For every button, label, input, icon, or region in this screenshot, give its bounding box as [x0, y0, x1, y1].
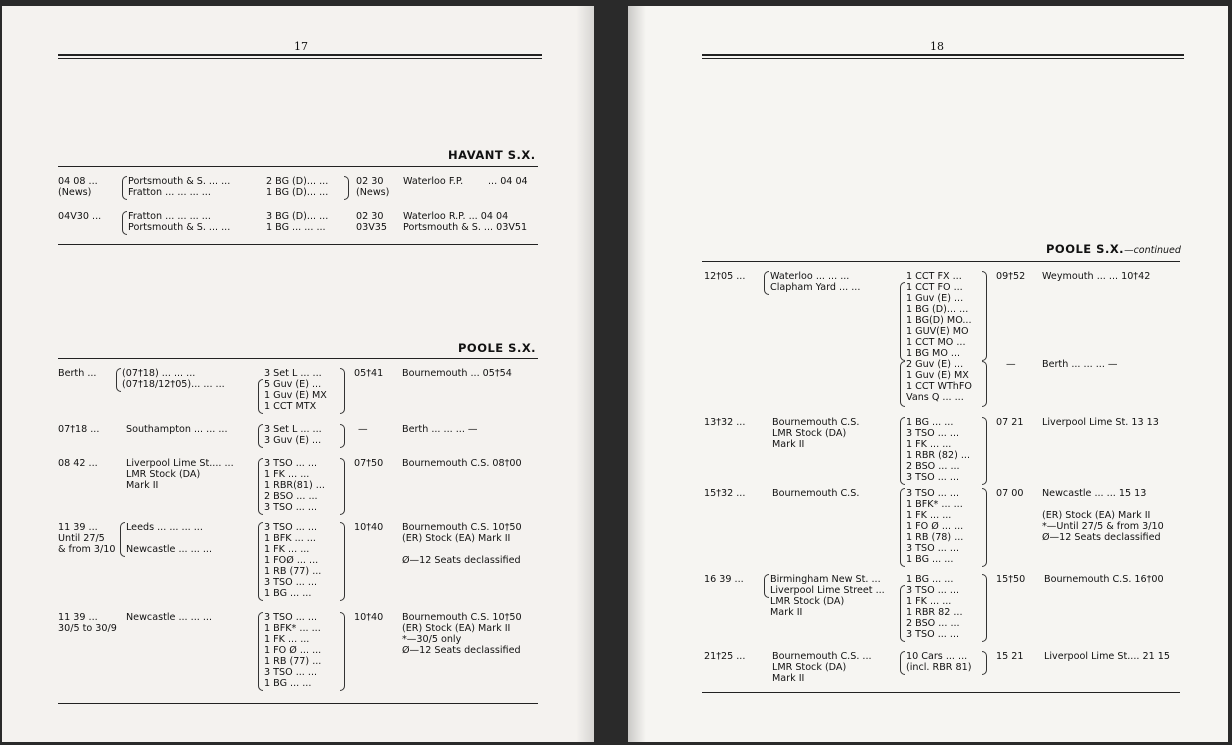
- formation-line: 1 FO Ø ... ...: [906, 521, 964, 532]
- arrival-time: 09†52: [996, 271, 1026, 282]
- formation-line: 10 Cars ... ...: [906, 651, 968, 662]
- brace: [258, 424, 263, 448]
- arrival-time: 03V35: [356, 222, 387, 233]
- formation-line: 1 FK ... ...: [906, 510, 952, 521]
- formation-line: 3 Guv (E) ...: [264, 435, 322, 446]
- section-rule: [58, 244, 538, 245]
- destination: Liverpool Lime St.... 21 15: [1044, 651, 1170, 662]
- formation-line: 1 BG(D) MO...: [906, 315, 972, 326]
- arrival-time: 07 00: [996, 488, 1024, 499]
- formation-line: 1 RBR (82) ...: [906, 450, 971, 461]
- destination: Portsmouth & S. ... 03V51: [403, 222, 528, 233]
- destination: Berth ... ... ... —: [1042, 359, 1118, 370]
- formation-line: 1 FK ... ...: [906, 596, 952, 607]
- destination: Bournemouth C.S. 10†50: [402, 612, 522, 623]
- formation-line: 1 RB (77) ...: [264, 656, 322, 667]
- arrival-time: 02 30: [356, 211, 384, 222]
- section-rule: [58, 166, 538, 167]
- origin: Mark II: [126, 480, 159, 491]
- formation-line: 3 Set L ... ...: [264, 368, 322, 379]
- formation-line: 3 BG (D)... ...: [266, 211, 329, 222]
- origin: LMR Stock (DA): [772, 428, 847, 439]
- section-title: POOLE S.X.: [458, 341, 537, 355]
- origin: Leeds ... ... ... ...: [126, 522, 203, 533]
- formation-line: 3 TSO ... ...: [264, 612, 318, 623]
- header-rule: [58, 58, 542, 59]
- formation-line: 2 BSO ... ...: [906, 461, 960, 472]
- origin: Mark II: [772, 673, 805, 684]
- depart-time: 15†32 ...: [704, 488, 746, 499]
- depart-time: 08 42 ...: [58, 458, 98, 469]
- note: *—Until 27/5 & from 3/10: [1042, 521, 1164, 532]
- destination: Bournemouth ... 05†54: [402, 368, 512, 379]
- right-page: [628, 6, 1228, 742]
- section-title-text: POOLE S.X.: [1046, 242, 1125, 256]
- brace: [982, 651, 987, 675]
- formation-line: 3 TSO ... ...: [906, 472, 960, 483]
- depart-time: 13†32 ...: [704, 417, 746, 428]
- brace: [340, 522, 345, 601]
- brace: [900, 361, 905, 407]
- depart-time: 04V30 ...: [58, 211, 102, 222]
- formation-line: 1 GUV(E) MO: [906, 326, 969, 337]
- destination: Waterloo R.P. ... 04 04: [403, 211, 509, 222]
- formation-line: 1 FK ... ...: [264, 469, 310, 480]
- origin: Portsmouth & S. ... ...: [128, 176, 231, 187]
- brace: [982, 361, 987, 407]
- formation-line: 2 Guv (E) ...: [906, 359, 964, 370]
- brace: [258, 612, 263, 691]
- formation-line: 1 BG ... ...: [906, 554, 954, 565]
- brace: [122, 211, 127, 235]
- origin: Mark II: [772, 439, 805, 450]
- formation-line: 3 TSO ... ...: [264, 502, 318, 513]
- formation-line: 1 FK ... ...: [264, 544, 310, 555]
- destination: Newcastle ... ... 15 13: [1042, 488, 1147, 499]
- formation-line: 1 BG ... ... ...: [266, 222, 326, 233]
- origin: Bournemouth C.S.: [772, 417, 860, 428]
- brace: [982, 271, 987, 361]
- origin: Mark II: [770, 607, 803, 618]
- formation-line: 1 FO Ø ... ...: [264, 645, 322, 656]
- header-rule: [702, 54, 1184, 56]
- origin: Newcastle ... ... ...: [126, 612, 213, 623]
- depart-time: 11 39 ...: [58, 612, 98, 623]
- origin: Clapham Yard ... ...: [770, 282, 861, 293]
- formation-line: 3 TSO ... ...: [906, 543, 960, 554]
- formation-line: 1 Guv (E) MX: [906, 370, 969, 381]
- gutter-shadow: [576, 6, 594, 742]
- arrival-note: (News): [356, 187, 390, 198]
- origin: [126, 533, 212, 544]
- brace: [340, 424, 345, 448]
- depart-note: 30/5 to 30/9: [58, 623, 117, 634]
- destination: Bournemouth C.S. 10†50: [402, 522, 522, 533]
- formation-line: 3 TSO ... ...: [906, 629, 960, 640]
- formation-line: 1 FK ... ...: [906, 439, 952, 450]
- formation-line: 1 BG ... ...: [264, 678, 312, 689]
- note: Ø—12 Seats declassified: [1042, 532, 1161, 543]
- brace: [344, 176, 349, 200]
- brace: [258, 458, 263, 515]
- formation-line: 3 TSO ... ...: [264, 522, 318, 533]
- destination: Berth ... ... ... —: [402, 424, 478, 435]
- continued-label: —continued: [1124, 245, 1181, 256]
- origin: Waterloo ... ... ...: [770, 271, 850, 282]
- note: *—30/5 only: [402, 634, 462, 645]
- arrival-time: 02 30: [356, 176, 384, 187]
- section-title: HAVANT S.X.: [448, 148, 536, 162]
- brace: [982, 488, 987, 567]
- brace: [900, 488, 905, 567]
- origin: Newcastle ... ... ...: [126, 544, 213, 555]
- arrival-time: 07 21: [996, 417, 1024, 428]
- formation-line: 1 Guv (E) ...: [906, 293, 964, 304]
- brace: [764, 574, 769, 598]
- footer-rule: [58, 703, 538, 704]
- formation-line: 1 Guv (E) MX: [264, 390, 327, 401]
- arrival-time: 10†40: [354, 612, 384, 623]
- note: Ø—12 Seats declassified: [402, 645, 521, 656]
- page-number: 18: [930, 40, 944, 53]
- brace: [122, 176, 127, 200]
- footer-rule: [702, 692, 1180, 693]
- formation-line: 1 BFK* ... ...: [264, 623, 321, 634]
- formation-line: 5 Guv (E) ...: [264, 379, 322, 390]
- section-rule: [58, 358, 538, 359]
- arrival-time: 15 21: [996, 651, 1024, 662]
- destination: Liverpool Lime St. 13 13: [1042, 417, 1159, 428]
- brace: [258, 379, 263, 414]
- brace: [258, 522, 263, 601]
- formation-line: (incl. RBR 81): [906, 662, 972, 673]
- brace: [116, 368, 121, 392]
- arrival-time: 15†50: [996, 574, 1026, 585]
- origin: (07†18/12†05)... ... ...: [122, 379, 225, 390]
- spacer: [1042, 499, 1164, 510]
- brace: [340, 612, 345, 691]
- formation-line: 3 TSO ... ...: [906, 585, 960, 596]
- brace: [764, 271, 769, 295]
- brace: [900, 585, 905, 642]
- brace: [900, 282, 905, 361]
- origin: Fratton ... ... ... ...: [128, 187, 211, 198]
- origin: LMR Stock (DA): [126, 469, 201, 480]
- depart-note: (News): [58, 187, 92, 198]
- depart-note: & from 3/10: [58, 544, 116, 555]
- section-rule: [702, 261, 1180, 262]
- depart-time: 07†18 ...: [58, 424, 100, 435]
- origin: Portsmouth & S. ... ...: [128, 222, 231, 233]
- brace: [340, 368, 345, 414]
- note: [402, 544, 522, 555]
- formation-line: 3 TSO ... ...: [264, 577, 318, 588]
- formation-line: 2 BSO ... ...: [264, 491, 318, 502]
- formation-line: 1 CCT WThFO: [906, 381, 972, 392]
- origin: Liverpool Lime Street ...: [770, 585, 885, 596]
- depart-time: 12†05 ...: [704, 271, 746, 282]
- depart-time: 11 39 ...: [58, 522, 98, 533]
- depart-time: 21†25 ...: [704, 651, 746, 662]
- origin: (07†18) ... ... ...: [122, 368, 196, 379]
- section-title: [1046, 242, 1181, 256]
- origin: Bournemouth C.S. ...: [772, 651, 872, 662]
- formation-line: 1 BG (D)... ...: [906, 304, 969, 315]
- formation-line: 3 TSO ... ...: [264, 667, 318, 678]
- arrival-time: —: [1006, 359, 1016, 370]
- stock-note: (ER) Stock (EA) Mark II: [1042, 510, 1151, 521]
- arrival-time: —: [358, 424, 368, 435]
- origin: LMR Stock (DA): [772, 662, 847, 673]
- formation-line: 1 CCT FO ...: [906, 282, 963, 293]
- formation-line: 3 TSO ... ...: [906, 428, 960, 439]
- origin: LMR Stock (DA): [770, 596, 845, 607]
- formation-line: 1 BG ... ...: [906, 417, 954, 428]
- header-rule: [702, 58, 1184, 59]
- depart-time: 04 08 ...: [58, 176, 98, 187]
- destination: Bournemouth C.S. 16†00: [1044, 574, 1164, 585]
- formation-line: 1 CCT MTX: [264, 401, 317, 412]
- formation-line: 1 BG MO ...: [906, 348, 961, 359]
- origin: Birmingham New St. ...: [770, 574, 881, 585]
- formation-line: 3 Set L ... ...: [264, 424, 322, 435]
- brace: [982, 574, 987, 642]
- brace: [900, 651, 905, 675]
- brace: [982, 417, 987, 485]
- formation-line: 1 BG (D)... ...: [266, 187, 329, 198]
- gutter-shadow: [628, 6, 646, 742]
- destination: Bournemouth C.S. 08†00: [402, 458, 522, 469]
- brace: [120, 522, 125, 557]
- arrival-time: 10†40: [354, 522, 384, 533]
- formation-line: 1 RBR(81) ...: [264, 480, 325, 491]
- formation-line: 1 CCT MO ...: [906, 337, 966, 348]
- formation-line: 1 FOØ ... ...: [264, 555, 319, 566]
- origin: Liverpool Lime St.... ...: [126, 458, 234, 469]
- origin: Southampton ... ... ...: [126, 424, 228, 435]
- formation-line: 2 BG (D)... ...: [266, 176, 329, 187]
- formation-line: 1 FK ... ...: [264, 634, 310, 645]
- depart-time: 16 39 ...: [704, 574, 744, 585]
- formation-line: 1 BG ... ...: [906, 574, 954, 585]
- formation-line: 1 RB (78) ...: [906, 532, 964, 543]
- formation-line: 1 BG ... ...: [264, 588, 312, 599]
- formation-line: Vans Q ... ...: [906, 392, 964, 403]
- header-rule: [58, 54, 542, 56]
- note: Ø—12 Seats declassified: [402, 555, 521, 566]
- brace: [340, 458, 345, 515]
- depart-note: Until 27/5: [58, 533, 105, 544]
- formation-line: 1 BFK ... ...: [264, 533, 316, 544]
- destination-time: ... 04 04: [488, 176, 528, 187]
- origin: Bournemouth C.S.: [772, 488, 860, 499]
- formation-line: 3 TSO ... ...: [264, 458, 318, 469]
- stock-note: (ER) Stock (EA) Mark II: [402, 533, 511, 544]
- destination: Weymouth ... ... 10†42: [1042, 271, 1151, 282]
- formation-line: 1 BFK* ... ...: [906, 499, 963, 510]
- destination: Waterloo F.P.: [403, 176, 464, 187]
- formation-line: 1 CCT FX ...: [906, 271, 962, 282]
- arrival-time: 05†41: [354, 368, 384, 379]
- brace: [900, 417, 905, 485]
- left-page: [2, 6, 594, 742]
- stock-note: (ER) Stock (EA) Mark II: [402, 623, 511, 634]
- page-number: 17: [294, 40, 308, 53]
- formation-line: 3 TSO ... ...: [906, 488, 960, 499]
- depart-time: Berth ...: [58, 368, 97, 379]
- arrival-time: 07†50: [354, 458, 384, 469]
- formation-line: 1 RB (77) ...: [264, 566, 322, 577]
- origin: Fratton ... ... ... ...: [128, 211, 211, 222]
- formation-line: 2 BSO ... ...: [906, 618, 960, 629]
- formation-line: 1 RBR 82 ...: [906, 607, 963, 618]
